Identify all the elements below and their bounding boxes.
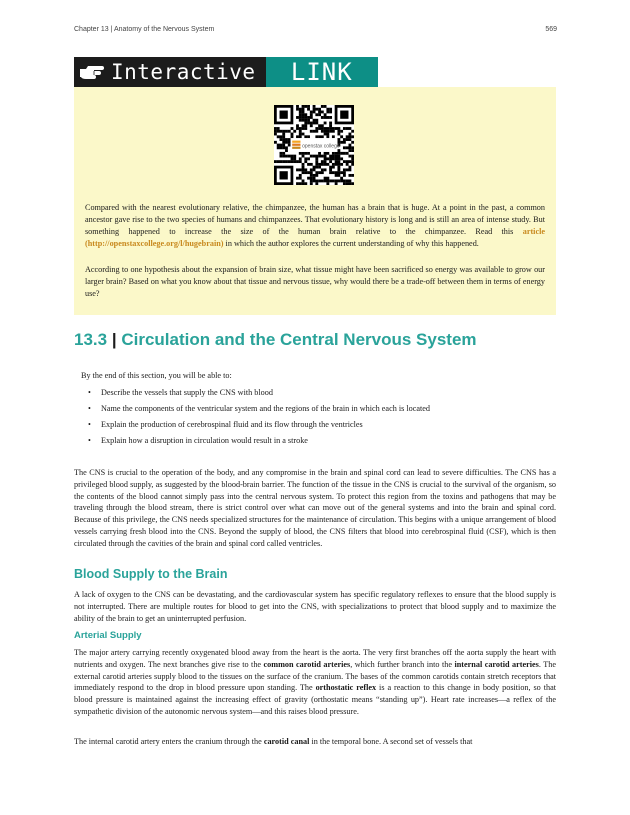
chapter-title: Chapter 13 | Anatomy of the Nervous System [74,26,215,33]
page-header [74,26,557,33]
arterial-paragraph-2: The internal carotid artery enters the cranium through the carotid canal in the temporal bone. A second set of vessels that [74,737,473,746]
pointing-hand-icon [74,57,107,87]
qr-logo-text: openstax college [302,143,340,150]
list-item: • Name the components of the ventricular system and the regions of the brain in which each is located [88,401,430,417]
qr-code[interactable] [274,105,354,185]
interactive-link-box [74,87,556,315]
interactive-link-banner [74,57,378,87]
article-link[interactable]: article (http://openstaxcollege.org/l/hugebrain) [85,227,545,248]
section-heading: 13.3 | Circulation and the Central Nervous System [74,330,477,349]
list-item: • Describe the vessels that supply the CNS with blood [88,385,430,401]
feature-paragraph-2: According to one hypothesis about the expansion of brain size, what tissue might have been sacrificed so energy was available to grow our larger brain? Based on what you know about that tissue and nervous tissue, why would there be a trade-off between them in terms of energy use? [85,265,545,298]
arterial-paragraph-1: The major artery carrying recently oxygenated blood away from the heart is the aorta. The very first branches off the aorta supply the heart with nutrients and oxygen. The next branches give rise to the common carotid arteries, which further branch into the internal carotid arteries. The external carotid arteries supply blood to the tissues on the surface of the cranium. The bases of the common carotids contain stretch receptors that immediately respond to the drop in blood pressure upon standing. The orthostatic reflex is a reaction to this change in body position, so that blood pressure is maintained against the increasing effect of gravity (orthostatic means “standing up”). Heart rate increases—a reflex of the sympathetic division of the autonomic nervous system—and this raises blood pressure. [74,648,556,716]
objectives-intro: By the end of this section, you will be able to: [81,371,232,380]
banner-link-label: LINK [266,57,378,87]
learning-objectives [88,385,430,449]
arterial-supply-heading: Arterial Supply [74,630,142,641]
blood-supply-paragraph: A lack of oxygen to the CNS can be devastating, and the cardiovascular system has specific regulatory reflexes to ensure that the blood supply is not interrupted. There are multiple routes for blood to get into the CNS, with specializations to protect that blood supply and to maximize the ability of the brain to get an uninterrupted perfusion. [74,590,556,623]
banner-word: Interactive [107,57,266,87]
intro-paragraph: The CNS is crucial to the operation of the body, and any compromise in the brain and spinal cord can lead to severe difficulties. The CNS has a privileged blood supply, as suggested by the blood-brain barrier. The function of the tissue in the CNS is crucial to the survival of the organism, so the contents of the blood cannot simply pass into the central nervous system. To protect this region from the toxins and pathogens that may be traveling through the blood stream, there is strict control over what can move out of the general systems and into the brain and spinal cord. Because of this privilege, the CNS needs specialized structures for the maintenance of circulation. This begins with a unique arrangement of blood vessels carrying fresh blood into the CNS. Beyond the supply of blood, the CNS filters that blood into cerebrospinal fluid (CSF), which is then circulated through the cavities of the brain and spinal cord called ventricles. [74,468,556,548]
list-item: • Explain how a disruption in circulation would result in a stroke [88,433,430,449]
feature-paragraph-1: Compared with the nearest evolutionary relative, the chimpanzee, the human has a brain that is huge. At a point in the past, a common ancestor gave rise to the two species of humans and chimpanzees. That evolutionary history is long and is still an area of intense study. But something happened to increase the size of the human brain relative to the chimpanzee. Read this article (http://openstaxcollege.org/l/hugebrain) in which the author explores the current understanding of why this happened. [85,203,545,248]
page-number: 569 [545,26,557,33]
blood-supply-heading: Blood Supply to the Brain [74,567,228,581]
list-item: • Explain the production of cerebrospinal fluid and its flow through the ventricles [88,417,430,433]
